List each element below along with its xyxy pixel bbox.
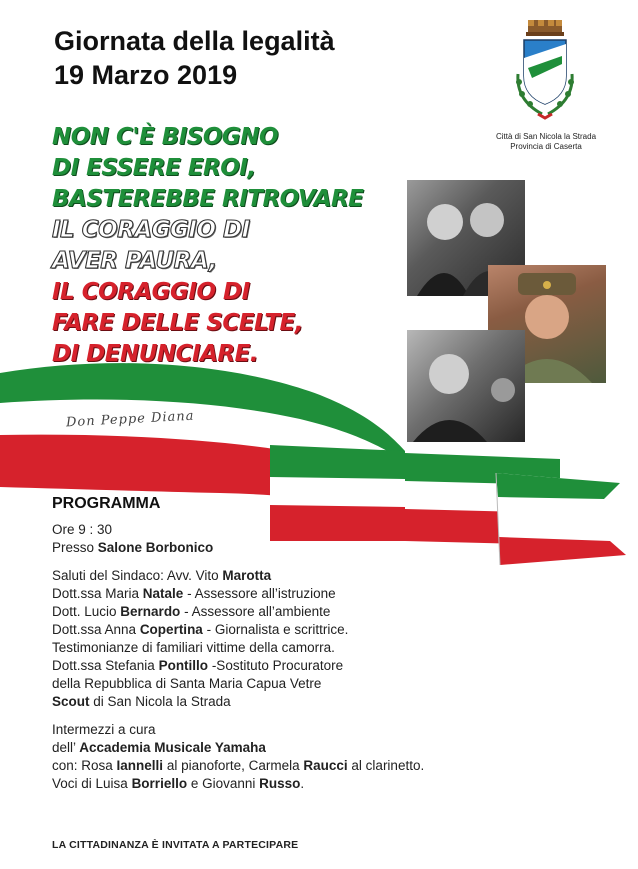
quote-line-2: DI ESSERE EROI,: [52, 155, 256, 181]
item-role: di San Nicola la Strada: [89, 694, 231, 709]
musician-name: Iannelli: [116, 758, 164, 773]
program-place-prefix: Presso: [52, 540, 98, 555]
item-name: Bernardo: [120, 604, 181, 619]
item-text: Dott. Lucio: [52, 604, 121, 619]
crest-caption-city: Città di San Nicola la Strada: [495, 132, 597, 141]
interludes-line-4: [52, 775, 424, 793]
interludes-line-1: Intermezzi a cura: [52, 722, 156, 737]
quote-line-3: BASTEREBBE RITROVARE: [52, 186, 364, 212]
title-line-1: Giornata della legalità: [54, 26, 335, 56]
singer-name: Russo: [259, 776, 301, 791]
program-item: [52, 567, 424, 585]
item-role: - Assessore all’istruzione: [183, 586, 336, 601]
item-role: - Assessore all’ambiente: [180, 604, 331, 619]
item-text: della Repubblica di Santa Maria Capua Vetre: [52, 676, 322, 691]
program-item: [52, 675, 424, 693]
quote-line-1: NON C'È BISOGNO: [52, 124, 279, 150]
interludes-text: con: Rosa: [52, 758, 117, 773]
interludes-text: e Giovanni: [187, 776, 260, 791]
quote-line-4: IL CORAGGIO DI: [52, 217, 250, 243]
interludes-line-3: [52, 757, 424, 775]
item-name: Natale: [142, 586, 184, 601]
interludes-line-2: [52, 739, 424, 757]
interludes-text: al pianoforte, Carmela: [163, 758, 304, 773]
item-text: Dott.ssa Maria: [52, 586, 143, 601]
item-name: Pontillo: [158, 658, 209, 673]
item-role: -Sostituto Procuratore: [208, 658, 344, 673]
item-text: Dott.ssa Anna: [52, 622, 140, 637]
musician-name: Raucci: [303, 758, 348, 773]
program-item: [52, 639, 424, 657]
quote-line-5: AVER PAURA,: [52, 248, 217, 274]
program-item: [52, 657, 424, 675]
page-title: [54, 24, 335, 92]
interludes-text: .: [300, 776, 305, 791]
program-place: [52, 539, 424, 557]
quote-line-7: FARE DELLE SCELTE,: [52, 310, 303, 336]
program-item: [52, 585, 424, 603]
interludes-text: dell’: [52, 740, 80, 755]
item-role: - Giornalista e scrittrice.: [202, 622, 349, 637]
crest-caption-province: Provincia di Caserta: [510, 142, 582, 151]
program-item: [52, 693, 424, 711]
program-heading: PROGRAMMA: [52, 495, 161, 512]
interludes-text: al clarinetto.: [347, 758, 425, 773]
program-item: [52, 603, 424, 621]
singer-name: Borriello: [131, 776, 188, 791]
program-time: Ore 9 : 30: [52, 522, 113, 537]
item-text: Saluti del Sindaco: Avv. Vito: [52, 568, 223, 583]
item-name: Marotta: [222, 568, 272, 583]
item-text: Dott.ssa Stefania: [52, 658, 159, 673]
interludes-text: Voci di Luisa: [52, 776, 132, 791]
item-name: Copertina: [139, 622, 203, 637]
interludes-academy: Accademia Musicale Yamaha: [79, 740, 266, 755]
quote-signature: Don Peppe Diana: [65, 408, 195, 431]
quote-line-8: DI DENUNCIARE.: [52, 341, 259, 367]
quote-block: [52, 122, 363, 370]
item-name: Scout: [52, 694, 90, 709]
crest-caption: [484, 132, 608, 152]
photo-don-peppe-diana: [407, 330, 525, 442]
quote-line-6: IL CORAGGIO DI: [52, 279, 250, 305]
program-item: [52, 621, 424, 639]
program-place-name: Salone Borbonico: [97, 540, 214, 555]
program-section: [52, 495, 424, 793]
item-text: Testimonianze di familiari vittime della camorra.: [52, 640, 335, 655]
footer-invitation: LA CITTADINANZA È INVITATA A PARTECIPARE: [52, 839, 299, 851]
title-line-2: 19 Marzo 2019: [54, 60, 238, 90]
coat-of-arms-icon: [510, 18, 580, 123]
